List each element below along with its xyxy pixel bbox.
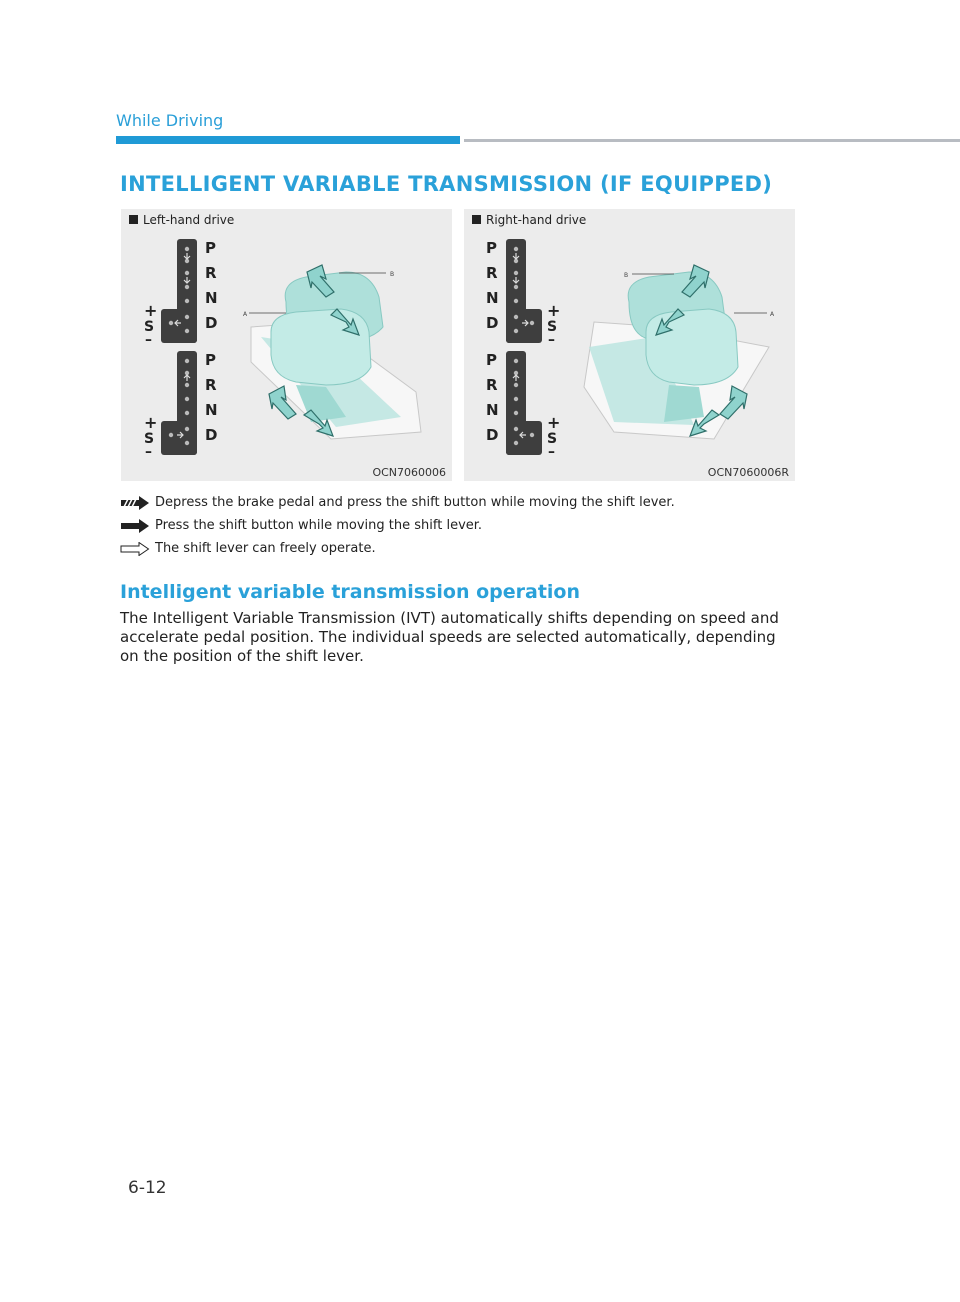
gear-minus: –	[145, 332, 152, 348]
gear-r: R	[205, 264, 217, 282]
gear-s: S	[547, 319, 558, 335]
figure-right-hand-drive	[464, 209, 795, 481]
gear-minus: –	[145, 444, 152, 460]
shift-pattern-upper	[144, 239, 218, 348]
shift-pattern-lower	[486, 351, 560, 460]
shift-pattern-lower	[144, 351, 218, 460]
legend-text: Depress the brake pedal and press the shift button while moving the shift lever.	[155, 495, 675, 510]
figure-left-hand-drive	[121, 209, 452, 481]
gear-plus: +	[144, 413, 158, 432]
legend-text: Press the shift button while moving the shift lever.	[155, 518, 483, 533]
page-number: 6-12	[128, 1178, 167, 1198]
figure-label: Left-hand drive	[129, 213, 234, 227]
gear-s: S	[547, 431, 558, 447]
gear-d: D	[486, 314, 499, 332]
gear-n: N	[486, 401, 499, 419]
subsection-title: Intelligent variable transmission operation	[120, 581, 580, 603]
gear-d: D	[486, 426, 499, 444]
gear-n: N	[205, 289, 218, 307]
gear-plus: +	[547, 301, 561, 320]
outline-arrow-icon	[120, 542, 150, 556]
legend-item	[120, 541, 760, 559]
figure-code: OCN7060006	[372, 466, 446, 479]
gear-n: N	[205, 401, 218, 419]
gear-p: P	[205, 351, 216, 369]
hatched-arrow-icon	[120, 496, 150, 510]
shift-lever	[251, 272, 421, 439]
legend-item	[120, 495, 760, 513]
gear-s: S	[144, 319, 155, 335]
figure-code: OCN7060006R	[707, 466, 789, 479]
gear-s: S	[144, 431, 155, 447]
callout-b: B	[390, 271, 395, 278]
shift-pattern-upper	[486, 239, 560, 348]
figure-label: Right-hand drive	[472, 213, 586, 227]
gear-p: P	[486, 351, 497, 369]
chapter-title: While Driving	[116, 111, 224, 130]
gear-p: P	[205, 239, 216, 257]
callout-a: A	[243, 311, 248, 318]
gear-minus: –	[548, 332, 555, 348]
gear-plus: +	[547, 413, 561, 432]
shift-lever	[584, 272, 769, 439]
legend-text: The shift lever can freely operate.	[155, 541, 376, 556]
callout-a: A	[770, 311, 775, 318]
gear-d: D	[205, 314, 218, 332]
gear-r: R	[486, 264, 498, 282]
solid-arrow-icon	[120, 519, 150, 533]
shift-lever-illustration	[464, 227, 795, 467]
section-title: INTELLIGENT VARIABLE TRANSMISSION (IF EQUIPPED)	[120, 172, 773, 196]
gear-d: D	[205, 426, 218, 444]
bullet-square-icon	[472, 215, 481, 224]
bullet-square-icon	[129, 215, 138, 224]
callout-b: B	[624, 272, 629, 279]
shift-lever-illustration	[121, 227, 452, 467]
gear-r: R	[205, 376, 217, 394]
gear-plus: +	[144, 301, 158, 320]
gear-p: P	[486, 239, 497, 257]
gear-n: N	[486, 289, 499, 307]
legend-item	[120, 518, 760, 536]
header-rule-gray	[464, 139, 960, 142]
gear-minus: –	[548, 444, 555, 460]
body-paragraph: The Intelligent Variable Transmission (IVT) automatically shifts depending on speed and accelerate pedal position. The individual speeds are selected automatically, depending on the position of the shift lever.	[120, 609, 779, 665]
gear-r: R	[486, 376, 498, 394]
header-rule-blue	[116, 136, 460, 144]
